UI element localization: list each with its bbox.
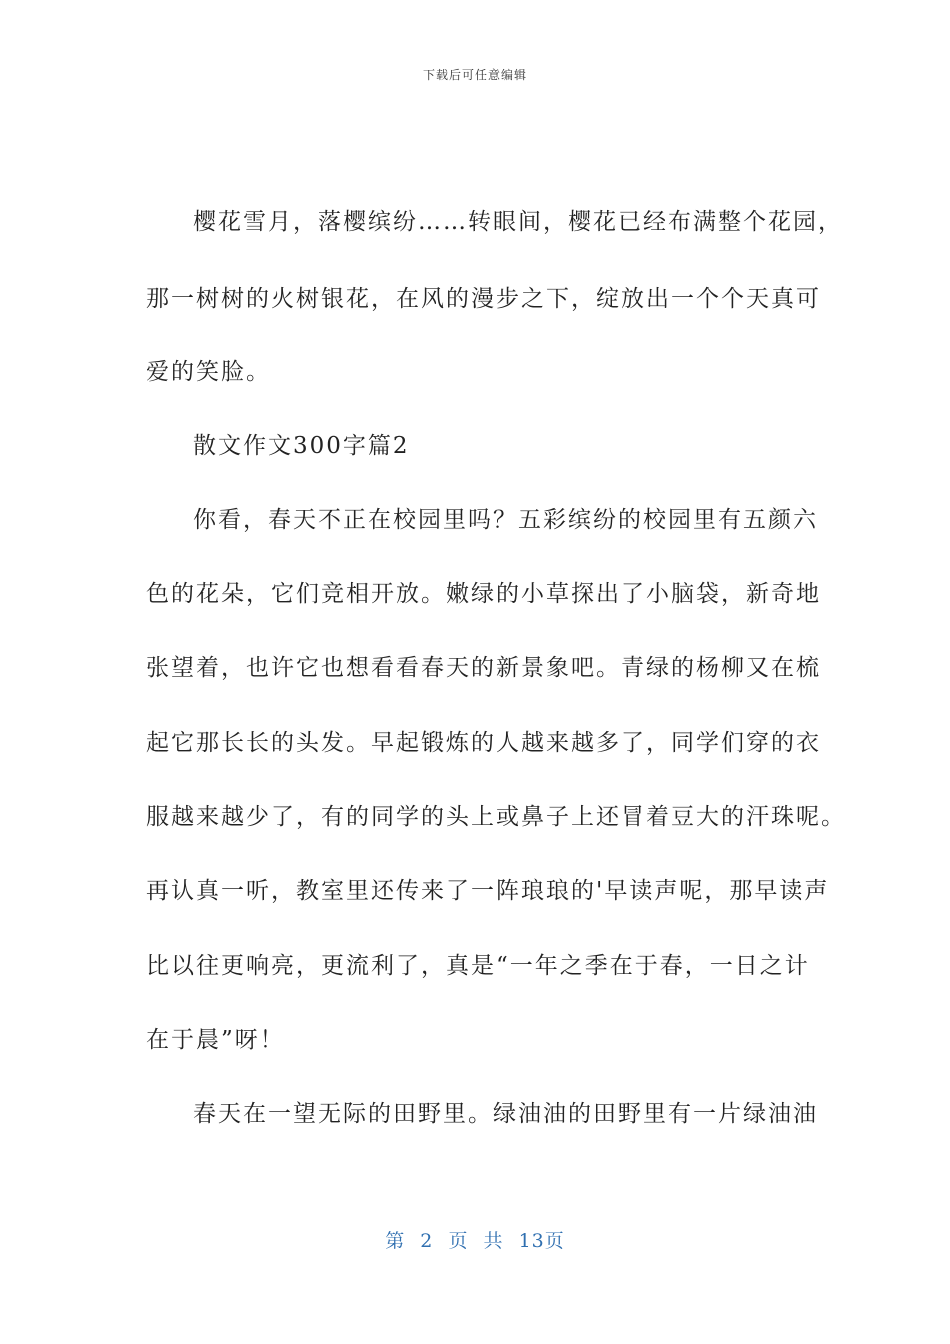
page-footer xyxy=(0,1226,950,1253)
footer-total-word: 共 xyxy=(483,1230,504,1252)
footer-prefix: 第 xyxy=(385,1230,406,1252)
paragraph-line: 比以往更响亮，更流利了，真是“一年之季在于春，一日之计 xyxy=(146,953,810,979)
paragraph-line: 那一树树的火树银花，在风的漫步之下，绽放出一个个天真可 xyxy=(146,286,821,312)
paragraph-line: 你看，春天不正在校园里吗？五彩缤纷的校园里有五颜六 xyxy=(193,507,818,533)
paragraph-line: 爱的笑脸。 xyxy=(146,359,271,385)
paragraph-line: 起它那长长的头发。早起锻炼的人越来越多了，同学们穿的衣 xyxy=(146,730,821,756)
paragraph-line: 春天在一望无际的田野里。绿油油的田野里有一片绿油油 xyxy=(193,1101,818,1127)
page-header: 下载后可任意编辑 xyxy=(422,68,527,82)
paragraph-line: 服越来越少了，有的同学的头上或鼻子上还冒着豆大的汗珠呢。 xyxy=(146,804,846,830)
paragraph-line: 在于晨”呀！ xyxy=(146,1027,285,1053)
section-title: 散文作文300字篇2 xyxy=(193,433,410,459)
paragraph-line: 再认真一听，教室里还传来了一阵琅琅的'早读声呢，那早读声 xyxy=(146,878,830,904)
paragraph-line: 张望着，也许它也想看看春天的新景象吧。青绿的杨柳又在梳 xyxy=(146,655,821,681)
footer-current-page: 2 xyxy=(420,1230,434,1252)
footer-page-word: 页 xyxy=(448,1230,469,1252)
paragraph-line: 樱花雪月，落樱缤纷……转眼间，樱花已经布满整个花园， xyxy=(193,209,843,235)
paragraph-line: 色的花朵，它们竞相开放。嫩绿的小草探出了小脑袋，新奇地 xyxy=(146,581,821,607)
footer-total-pages: 13页 xyxy=(518,1230,565,1252)
